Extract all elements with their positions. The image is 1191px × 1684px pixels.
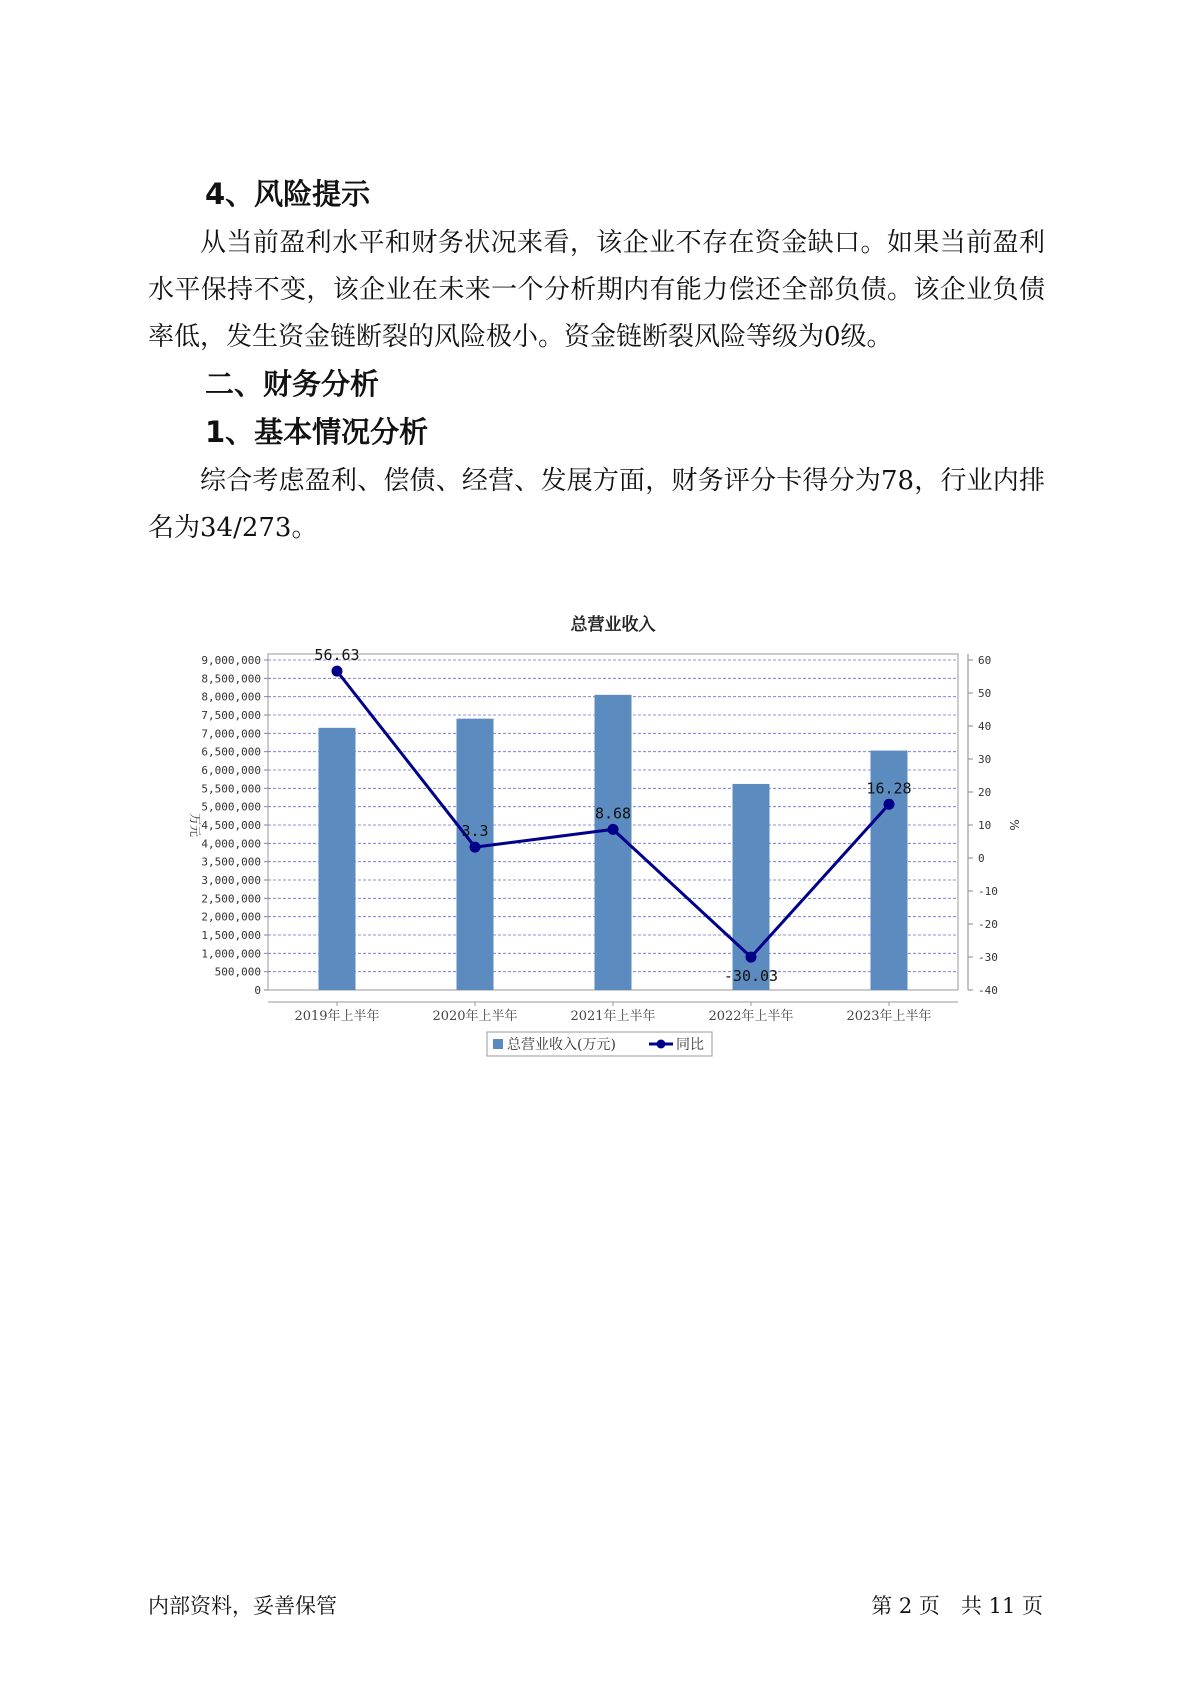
risk-heading: 4、风险提示	[205, 177, 371, 211]
x-tick-label: 2021年上半年	[570, 1009, 656, 1024]
yoy-point	[470, 842, 481, 853]
y-tick-label: 5,000,000	[201, 800, 261, 814]
footer-left: 内部资料，妥善保管	[148, 1594, 337, 1618]
y-tick-label: 7,000,000	[201, 727, 261, 741]
x-tick-label: 2023年上半年	[846, 1009, 932, 1024]
risk-paragraph: 从当前盈利水平和财务状况来看，该企业不存在资金缺口。如果当前盈利水平保持不变，该企业在未来一个分析期内有能力偿还全部负债。该企业负债率低，发生资金链断裂的风险极小。资金链断裂风险等级为0级。	[148, 228, 1045, 352]
y2-tick-label: -40	[978, 984, 998, 997]
bar	[319, 728, 356, 990]
y-tick-label: 6,000,000	[201, 764, 261, 777]
y-tick-label: 9,000,000	[201, 654, 261, 667]
footer-page-number: 第 2 页 共 11 页	[871, 1594, 1043, 1618]
chart-title: 总营业收入	[570, 615, 656, 635]
basic-analysis-paragraph: 综合考虑盈利、偿债、经营、发展方面，财务评分卡得分为78，行业内排名为34/273。	[148, 466, 1045, 543]
y-tick-label: 8,000,000	[201, 690, 261, 704]
y2-tick-label: -30	[978, 951, 998, 964]
y2-tick-label: -10	[978, 885, 998, 898]
x-tick-label: 2019年上半年	[294, 1009, 380, 1024]
x-tick-label: 2020年上半年	[432, 1009, 518, 1024]
yoy-point	[332, 666, 343, 677]
yoy-data-label: 16.28	[866, 779, 912, 798]
revenue-chart-svg	[0, 600, 1191, 1070]
y2-tick-label: 40	[978, 720, 992, 733]
y2-tick-label: 50	[978, 687, 992, 700]
y-tick-label: 4,000,000	[201, 837, 261, 851]
y2-tick-label: -20	[978, 918, 998, 931]
legend-bar-swatch	[493, 1039, 503, 1049]
yoy-point	[608, 824, 619, 835]
y-tick-label: 1,000,000	[201, 947, 261, 961]
yoy-point	[884, 799, 895, 810]
legend-line-marker	[657, 1040, 666, 1049]
x-tick-label: 2022年上半年	[708, 1009, 794, 1024]
legend-bar-label: 总营业收入(万元)	[507, 1037, 616, 1053]
y-tick-label: 5,500,000	[201, 782, 261, 796]
y2-tick-label: 60	[978, 654, 992, 667]
y-tick-label: 3,500,000	[201, 855, 261, 869]
y2-tick-label: 30	[978, 753, 992, 766]
yoy-data-label: 56.63	[314, 646, 360, 665]
y-tick-label: 3,000,000	[201, 874, 261, 887]
y2-tick-label: 20	[978, 786, 992, 799]
yoy-point	[746, 952, 757, 963]
y-tick-label: 0	[254, 984, 261, 997]
y-tick-label: 7,500,000	[201, 709, 261, 722]
bar	[457, 719, 494, 990]
yoy-data-label: 8.68	[594, 804, 632, 823]
finance-section-heading: 二、财务分析	[205, 367, 380, 401]
y-tick-label: 2,500,000	[201, 892, 261, 906]
y-tick-label: 4,500,000	[201, 819, 261, 832]
y-tick-label: 1,500,000	[201, 929, 261, 942]
y-tick-label: 500,000	[214, 965, 261, 979]
y-tick-label: 6,500,000	[201, 745, 261, 759]
y2-tick-label: 10	[978, 819, 992, 832]
y-axis-label: 万元	[188, 812, 202, 838]
y2-tick-label: 0	[978, 852, 985, 865]
yoy-data-label: -30.03	[723, 967, 779, 986]
legend-line-label: 同比	[676, 1037, 704, 1053]
y-tick-label: 2,000,000	[201, 910, 261, 924]
basic-analysis-heading: 1、基本情况分析	[205, 415, 429, 449]
revenue-chart	[0, 600, 1191, 1070]
y2-axis-label: %	[1007, 819, 1021, 831]
y-tick-label: 8,500,000	[201, 672, 261, 686]
yoy-data-label: 3.3	[461, 822, 489, 841]
